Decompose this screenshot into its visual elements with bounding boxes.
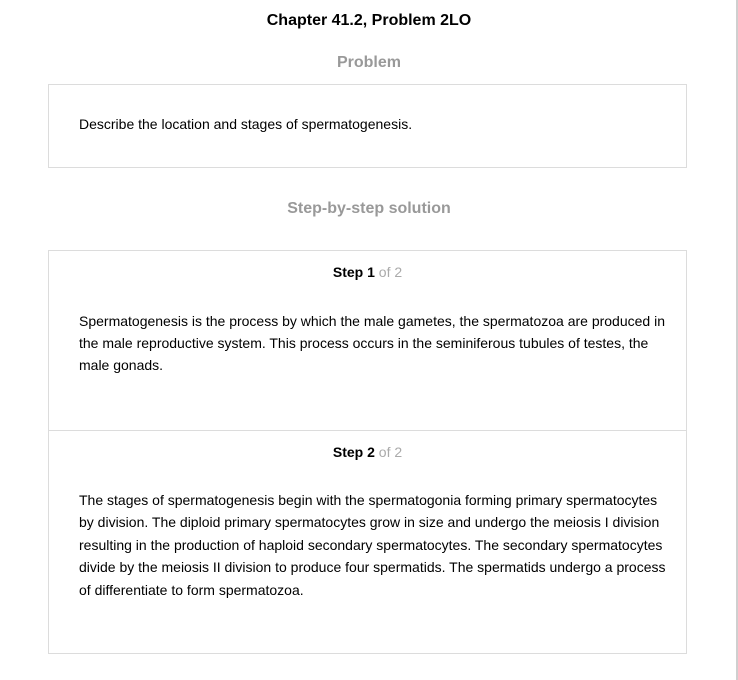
solution-box <box>48 250 687 654</box>
step-2-header <box>49 443 686 461</box>
step-2-section <box>49 430 686 654</box>
step-1-number: 1 <box>367 264 375 280</box>
chapter-title: Chapter 41.2, Problem 2LO <box>266 12 472 29</box>
step-2-label: Step <box>332 444 364 460</box>
step-2-number: 2 <box>367 444 375 460</box>
step-1-header <box>49 263 686 281</box>
step-1-label: Step <box>332 264 364 280</box>
problem-text: Describe the location and stages of spermatogenesis. <box>79 116 413 132</box>
step-1-section <box>49 251 686 430</box>
problem-box <box>48 84 687 168</box>
step-1-of-total: of 2 <box>378 264 403 280</box>
step-1-body: Spermatogenesis is the process by which the male gametes, the spermatozoa are produced in the male reproductive system. This process occurs in the seminiferous tubules of testes, the male gonads. <box>79 313 665 373</box>
solution-heading: Step-by-step solution <box>287 200 451 217</box>
problem-heading: Problem <box>336 54 401 71</box>
step-2-body: The stages of spermatogenesis begin with the spermatogonia forming primary spermatocytes by division. The diploid primary spermatocytes grow in size and undergo the meiosis I division resulting in the production of haploid secondary spermatocytes. The secondary spermatocytes divide by the meiosis II division to produce four spermatids. The spermatids undergo a process of differentiate to form spermatozoa. <box>79 492 666 598</box>
step-2-of-total: of 2 <box>378 444 403 460</box>
